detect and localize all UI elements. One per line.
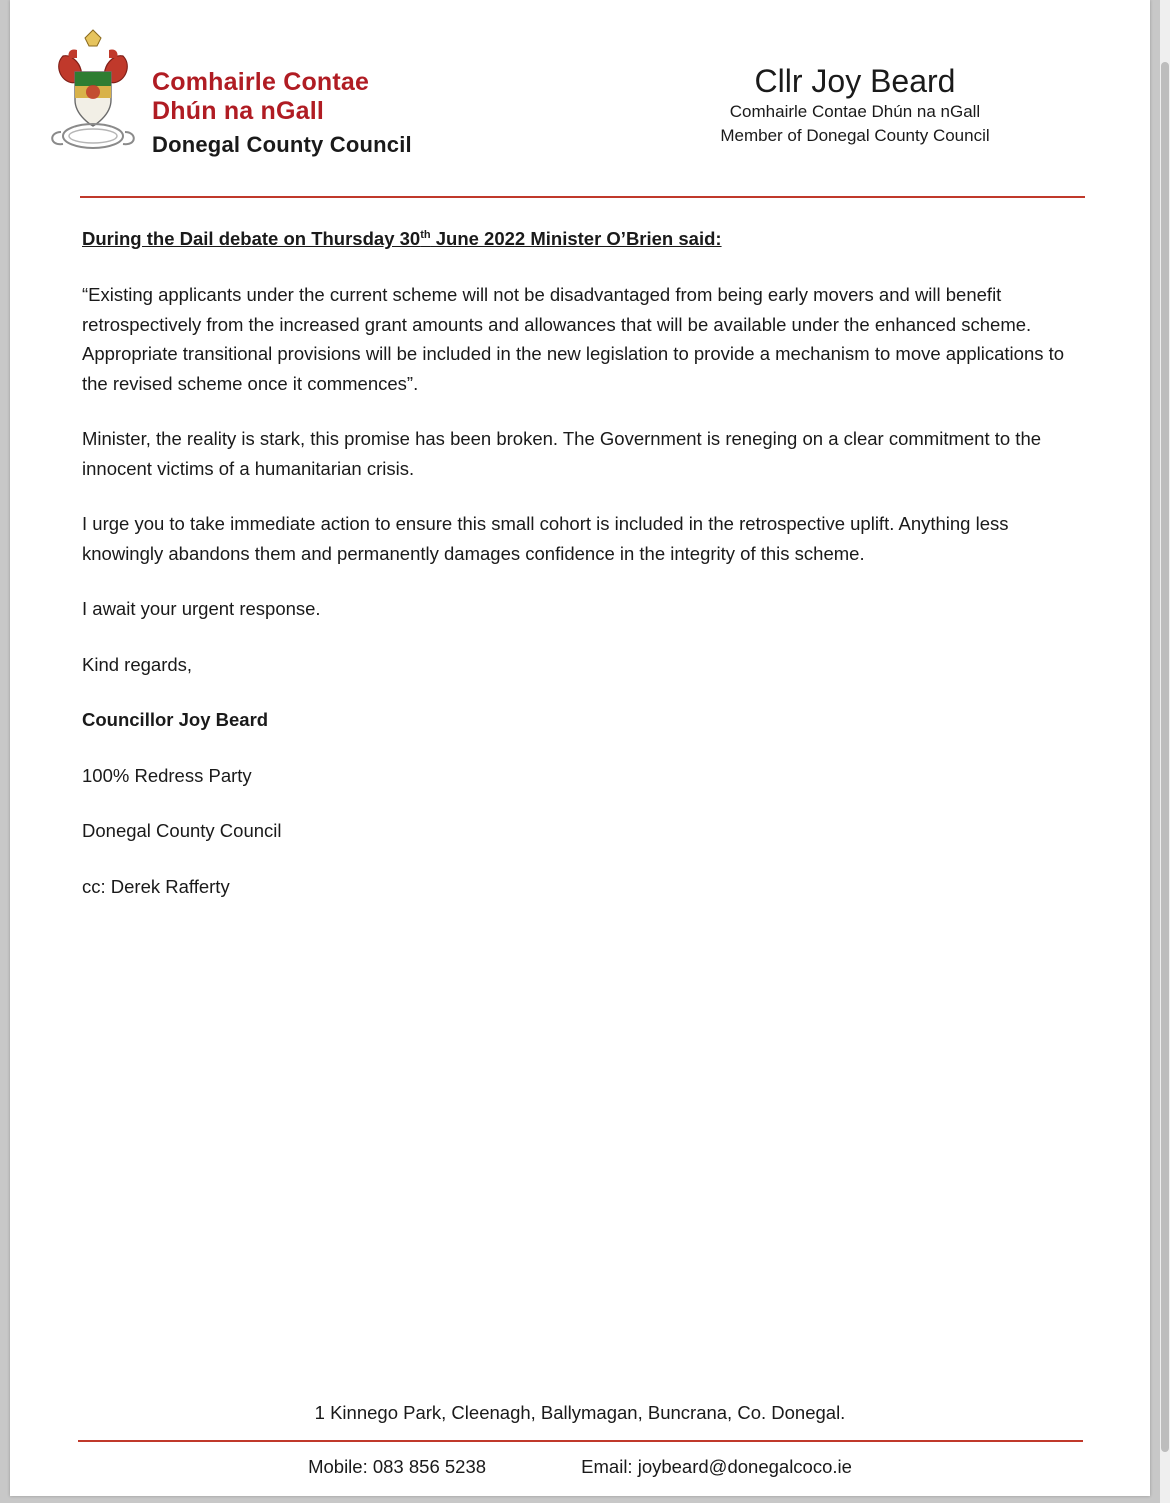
signature-name: Councillor Joy Beard <box>82 709 269 730</box>
cc-line: cc: Derek Rafferty <box>82 875 230 897</box>
councillor-block <box>620 62 1090 148</box>
letter-heading <box>82 228 1092 250</box>
paragraph-await-response: I await your urgent response. <box>82 598 321 619</box>
letter-page <box>10 0 1150 1496</box>
footer-mobile: Mobile: 083 856 5238 <box>308 1456 487 1477</box>
paragraph-quote: “Existing applicants under the current scheme will not be disadvantaged from being early movers and will benefit retrospectively from the increased grant amounts and allowances that will be available under the enhanced scheme. Appropriate transitional provisions will be included in the new legislation to provide a mechanism to move applications to the revised scheme once it commences”. <box>82 284 1065 394</box>
footer-divider <box>78 1440 1083 1442</box>
letter-heading-pre: During the Dail debate on Thursday 30 <box>82 228 421 249</box>
councillor-subtitle-irish: Comhairle Contae Dhún na nGall <box>729 102 981 121</box>
scrollbar-thumb[interactable] <box>1161 62 1169 1452</box>
council-name-irish <box>152 68 412 126</box>
councillor-subtitle-role: Member of Donegal County Council <box>720 126 990 145</box>
letterhead <box>10 0 1150 175</box>
header-divider <box>80 196 1085 198</box>
council-name-english: Donegal County Council <box>152 132 412 157</box>
paragraph-promise-broken: Minister, the reality is stark, this promise has been broken. The Government is reneging on a clear commitment to the innocent victims of a humanitarian crisis. <box>82 428 1042 479</box>
signature-party: 100% Redress Party <box>82 764 252 786</box>
letter-body <box>82 228 1092 927</box>
letter-heading-ordinal: th <box>420 228 431 241</box>
councillor-name: Cllr Joy Beard <box>754 63 956 99</box>
paragraph-kind-regards: Kind regards, <box>82 653 193 675</box>
letter-footer <box>10 1402 1150 1478</box>
signature-organisation: Donegal County Council <box>82 820 282 841</box>
scrollbar-track[interactable] <box>1160 0 1170 1503</box>
donegal-county-council-crest-icon <box>43 28 143 158</box>
footer-email: Email: joybeard@donegalcoco.ie <box>581 1456 852 1477</box>
paragraph-urge-action: I urge you to take immediate action to ensure this small cohort is included in the retrospective uplift. Anything less knowingly abandons them and permanently damages confidence in the integrity of this scheme. <box>82 513 1009 564</box>
footer-contacts <box>10 1456 1150 1478</box>
letter-heading-post: June 2022 Minister O’Brien said: <box>430 228 722 249</box>
council-name-irish-line1: Comhairle Contae <box>152 68 370 96</box>
council-name-irish-line2: Dhún na nGall <box>152 97 325 125</box>
council-name-block <box>152 68 412 158</box>
footer-address: 1 Kinnego Park, Cleenagh, Ballymagan, Buncrana, Co. Donegal. <box>314 1402 846 1423</box>
